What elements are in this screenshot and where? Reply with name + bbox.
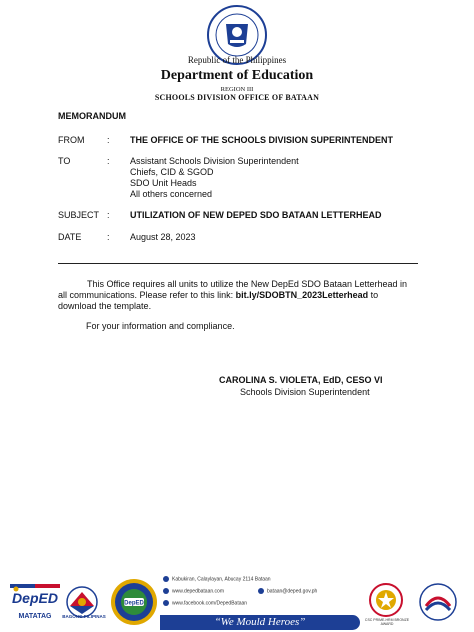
subject-colon: : xyxy=(107,210,110,220)
region-text: REGION III xyxy=(220,86,254,93)
address-value: Kabukiran, Calaylayan, Abucay 2114 Bataan xyxy=(172,576,271,583)
subject-value: UTILIZATION OF NEW DEPED SDO BATAAN LETTERHEAD xyxy=(130,210,382,220)
mail-icon xyxy=(258,588,264,594)
award-text: CSC PRIME-HRM BRONZE AWARD xyxy=(364,618,410,626)
email-value[interactable]: bataan@deped.gov.ph xyxy=(267,588,318,595)
divider-line xyxy=(58,263,418,264)
to-colon: : xyxy=(107,156,110,166)
deped-logo xyxy=(10,584,60,622)
sdo-bataan-seal-icon xyxy=(110,578,158,626)
motto-banner xyxy=(160,615,360,630)
body-text-a: This Office requires all units to utilize the New DepEd SDO Bataan Letterhead in all communications. Please refer to this link: xyxy=(58,279,408,300)
email-text xyxy=(258,588,317,594)
sdo-seal-text: DepED xyxy=(124,600,144,607)
subject-label: SUBJECT xyxy=(58,210,100,220)
signatory-title: Schools Division Superintendent xyxy=(240,387,370,397)
motto-text: “We Mould Heroes” xyxy=(214,616,306,628)
to-line: Chiefs, CID & SGOD xyxy=(130,167,214,177)
from-value: THE OFFICE OF THE SCHOOLS DIVISION SUPERINTENDENT xyxy=(130,135,394,145)
from-colon: : xyxy=(107,135,110,145)
body-paragraph xyxy=(58,279,418,312)
website-text xyxy=(163,588,224,594)
body-text-b: to download the template. xyxy=(58,290,379,311)
facebook-value[interactable]: www.facebook.com/DepedBataan xyxy=(172,600,248,607)
from-label: FROM xyxy=(58,135,85,145)
to-value xyxy=(130,156,299,200)
footer xyxy=(0,572,474,632)
address-text xyxy=(163,576,271,582)
to-label: TO xyxy=(58,156,71,166)
facebook-text xyxy=(163,600,247,606)
date-label: DATE xyxy=(58,232,82,242)
republic-text: Republic of the Philippines xyxy=(187,55,287,65)
date-value: August 28, 2023 xyxy=(130,232,196,242)
award-badge-icon xyxy=(368,582,404,618)
to-line: Assistant Schools Division Superintendent xyxy=(130,156,299,166)
closing-paragraph: For your information and compliance. xyxy=(86,321,235,331)
location-icon xyxy=(163,576,169,582)
bagong-pilipinas-text: BAGONG PILIPINAS xyxy=(62,614,106,619)
matatag-text: MATATAG xyxy=(18,613,52,620)
office-text: SCHOOLS DIVISION OFFICE OF BATAAN xyxy=(154,93,320,102)
deped-logo-text: DepED xyxy=(12,590,58,606)
signatory-name: CAROLINA S. VIOLETA, EdD, CESO VI xyxy=(219,375,383,385)
facebook-icon xyxy=(163,600,169,606)
department-title: Department of Education xyxy=(160,68,314,83)
globe-icon xyxy=(163,588,169,594)
to-line: All others concerned xyxy=(130,189,213,199)
template-link[interactable]: bit.ly/SDOBTN_2023Letterhead xyxy=(235,290,369,300)
date-colon: : xyxy=(107,232,110,242)
deped-circle-logo-icon xyxy=(418,582,458,622)
website-value[interactable]: www.depedbataan.com xyxy=(172,588,224,595)
memo-title: MEMORANDUM xyxy=(58,111,126,121)
to-line: SDO Unit Heads xyxy=(130,178,197,188)
